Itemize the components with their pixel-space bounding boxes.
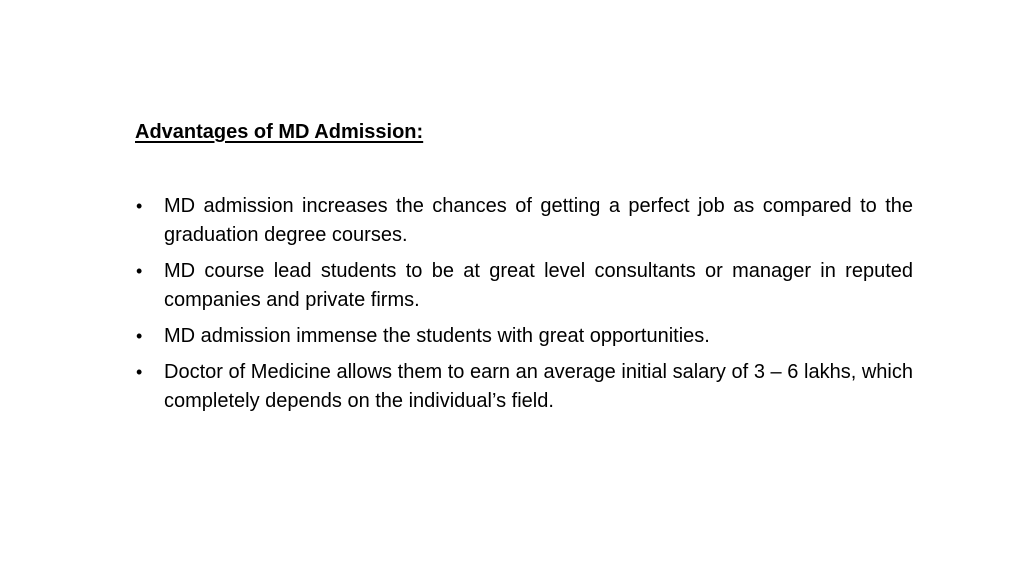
bullet-icon: • (136, 261, 143, 281)
bullet-text: Doctor of Medicine allows them to earn an average initial salary of 3 – 6 lakhs, which completely depends on the individual’s field. (164, 361, 913, 412)
bullet-text: MD admission immense the students with great opportunities. (164, 325, 710, 347)
bullet-list (135, 192, 913, 416)
bullet-item (135, 322, 913, 351)
bullet-item (135, 358, 913, 416)
bullet-item (135, 192, 913, 250)
slide-content (135, 118, 913, 423)
slide-heading: Advantages of MD Admission: (135, 121, 424, 143)
bullet-text: MD course lead students to be at great level consultants or manager in reputed companies and private firms. (164, 260, 913, 311)
bullet-item (135, 257, 913, 315)
bullet-text: MD admission increases the chances of getting a perfect job as compared to the graduation degree courses. (164, 195, 913, 246)
bullet-icon: • (136, 196, 143, 216)
bullet-icon: • (136, 326, 143, 346)
bullet-icon: • (136, 362, 143, 382)
